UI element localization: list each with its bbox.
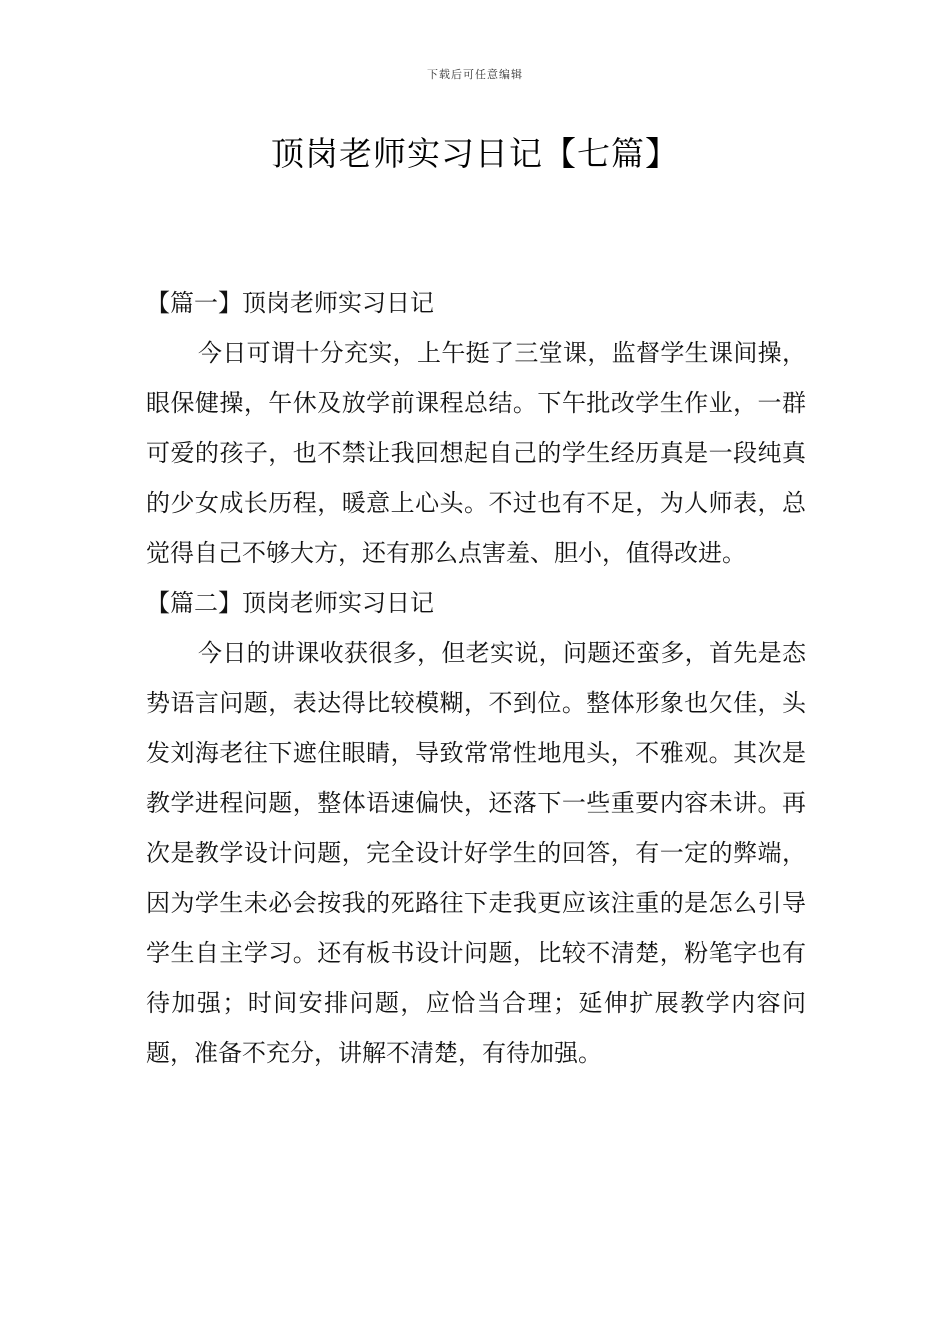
section-paragraph: 今日的讲课收获很多，但老实说，问题还蛮多，首先是态势语言问题，表达得比较模糊，不到位。整体形象也欠佳，头发刘海老往下遮住眼睛，导致常常性地甩头，不雅观。其次是教学进程问题，整体语速偏快，还落下一些重要内容未讲。再次是教学设计问题，完全设计好学生的回答，有一定的弊端，因为学生未必会按我的死路往下走我更应该注重的是怎么引导学生自主学习。还有板书设计问题，比较不清楚，粉笔字也有待加强；时间安排问题，应恰当合理；延伸扩展教学内容问题，准备不充分，讲解不清楚，有待加强。 — [146, 639, 806, 1067]
document-body — [146, 278, 806, 1078]
section-heading: 【篇二】顶岗老师实习日记 — [146, 589, 434, 617]
section-heading: 【篇一】顶岗老师实习日记 — [146, 289, 434, 317]
section-1 — [146, 278, 806, 578]
section-paragraph: 今日可谓十分充实，上午挺了三堂课，监督学生课间操，眼保健操，午休及放学前课程总结。下午批改学生作业，一群可爱的孩子，也不禁让我回想起自己的学生经历真是一段纯真的少女成长历程，暖意上心头。不过也有不足，为人师表，总觉得自己不够大方，还有那么点害羞、胆小，值得改进。 — [146, 339, 806, 567]
header-note: 下载后可任意编辑 — [427, 68, 523, 81]
document-title: 顶岗老师实习日记【七篇】 — [271, 134, 679, 173]
section-2 — [146, 578, 806, 1078]
